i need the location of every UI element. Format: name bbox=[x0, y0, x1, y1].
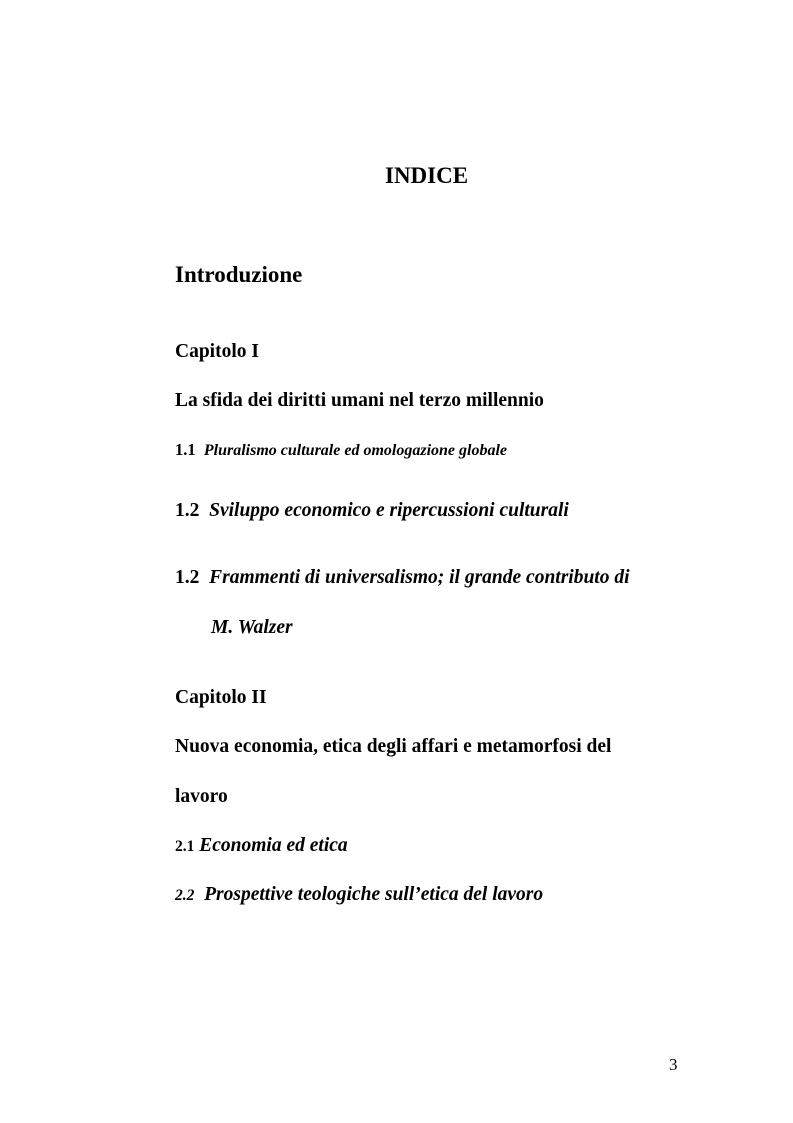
section-number: 1.2 bbox=[175, 567, 200, 588]
section-title: Prospettive teologiche sull’etica del lavoro bbox=[204, 884, 544, 905]
page-title: INDICE bbox=[385, 163, 469, 188]
section-number: 2.1 bbox=[175, 838, 195, 855]
chapter-1-heading: La sfida dei diritti umani nel terzo millennio bbox=[175, 390, 544, 411]
section-1-2b-continued: M. Walzer bbox=[211, 617, 293, 638]
section-title: Pluralismo culturale ed omologazione globale bbox=[203, 442, 507, 459]
section-number: 1.1 bbox=[175, 440, 196, 459]
section-title: Economia ed etica bbox=[199, 835, 348, 856]
chapter-2-heading-continued: lavoro bbox=[175, 786, 228, 807]
chapter-2-label: Capitolo II bbox=[175, 687, 267, 708]
section-title: Sviluppo economico e ripercussioni culturali bbox=[209, 500, 569, 521]
section-1-2b bbox=[175, 567, 630, 589]
section-2-2 bbox=[175, 884, 543, 906]
section-1-1 bbox=[175, 440, 507, 460]
introduction-heading: Introduzione bbox=[175, 262, 303, 287]
section-number: 2.2 bbox=[175, 887, 195, 904]
page-number: 3 bbox=[669, 1055, 678, 1074]
section-number: 1.2 bbox=[175, 500, 200, 521]
chapter-1-label: Capitolo I bbox=[175, 341, 259, 362]
section-2-1 bbox=[175, 835, 348, 857]
chapter-2-heading: Nuova economia, etica degli affari e metamorfosi del bbox=[175, 736, 612, 757]
section-title: Frammenti di universalismo; il grande contributo di bbox=[209, 567, 630, 588]
section-1-2a bbox=[175, 500, 569, 522]
